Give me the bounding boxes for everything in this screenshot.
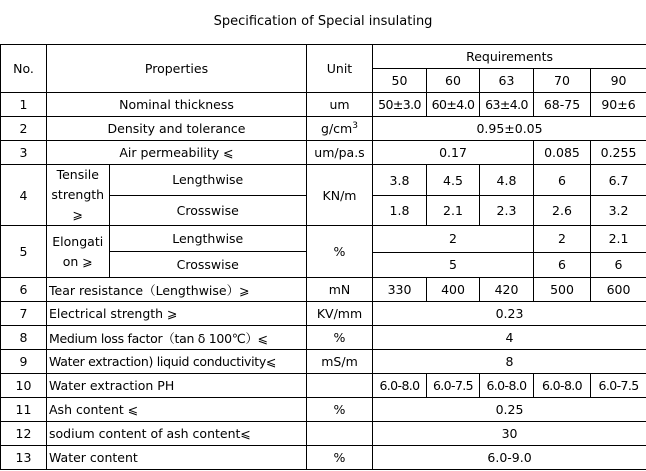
sub-property: Lengthwise: [109, 226, 306, 252]
row-value: 63±4.0: [480, 93, 534, 117]
row-unit: KV/mm: [307, 302, 373, 326]
row-no: 6: [1, 278, 47, 302]
row-value: 3.2: [591, 196, 646, 226]
row-property: Tear resistance（Lengthwise）⩾: [47, 278, 307, 302]
table-row: [1, 165, 646, 196]
row-unit: mS/m: [307, 350, 373, 374]
row-property: Ash content ⩽: [47, 398, 307, 422]
row-value: 6.0-9.0: [373, 446, 646, 470]
row-value: 6.0-8.0: [480, 374, 534, 398]
header-requirements: Requirements: [373, 45, 646, 69]
row-no: 4: [1, 165, 47, 226]
table-row: [1, 226, 646, 253]
header-unit: Unit: [307, 45, 373, 93]
row-no: 12: [1, 422, 47, 446]
row-value: 5: [373, 252, 534, 277]
row-value: 4.8: [480, 165, 534, 196]
table-row: [1, 326, 646, 350]
row-value: 50±3.0: [373, 93, 427, 117]
row-value: 6.0-8.0: [373, 374, 427, 398]
row-property: Elongation ⩾: [47, 226, 109, 277]
row-value: 2.6: [534, 196, 591, 226]
subproperty-table: [47, 226, 306, 277]
header-properties-cell: Properties: [47, 45, 307, 93]
table-row: [1, 374, 646, 398]
table-row: [1, 93, 646, 117]
row-value: 68-75: [534, 93, 591, 117]
row-property: Water extraction PH: [47, 374, 307, 398]
row-value: 2: [534, 226, 591, 253]
row-property: Water extraction) liquid conductivity⩽: [47, 350, 307, 374]
row-value: 6.0-8.0: [534, 374, 591, 398]
row-value: 4: [373, 326, 646, 350]
sub-property: Crosswise: [176, 257, 239, 272]
table-row: [1, 398, 646, 422]
row-value: 6.7: [591, 165, 646, 196]
row-unit: %: [307, 398, 373, 422]
row-no: 5: [1, 226, 47, 278]
row-value: 6.0-7.5: [591, 374, 646, 398]
grade-90: 90: [591, 69, 646, 93]
row-property: Medium loss factor（tan δ 100℃）⩽: [47, 326, 307, 350]
row-value: 0.95±0.05: [373, 117, 646, 141]
row-value: 400: [427, 278, 480, 302]
table-row: [1, 422, 646, 446]
row-value: 6: [534, 252, 591, 277]
row-property: sodium content of ash content⩽: [47, 422, 307, 446]
row-value: 90±6: [591, 93, 646, 117]
row-no: 7: [1, 302, 47, 326]
row-property: Air permeability ⩽: [47, 141, 307, 165]
header-row: [1, 45, 646, 69]
row-unit: [307, 117, 373, 141]
row-no: 1: [1, 93, 47, 117]
table-row: [1, 350, 646, 374]
subproperty-table: [47, 165, 306, 225]
row-value: 0.23: [373, 302, 646, 326]
row-property: Density and tolerance: [47, 117, 307, 141]
row-value: 600: [591, 278, 646, 302]
row-no: 3: [1, 141, 47, 165]
specification-table: [0, 44, 646, 470]
row-unit: [307, 422, 373, 446]
row-value: 1.8: [373, 196, 427, 226]
row-value: 2.1: [591, 226, 646, 253]
row-unit: %: [307, 446, 373, 470]
unit-superscript: 3: [352, 120, 358, 131]
row-property-split: [47, 165, 307, 226]
row-no: 11: [1, 398, 47, 422]
row-no: 10: [1, 374, 47, 398]
sub-property: Lengthwise: [109, 165, 306, 195]
table-row: [1, 446, 646, 470]
row-value: 8: [373, 350, 646, 374]
row-property: Nominal thickness: [47, 93, 307, 117]
row-property: Electrical strength ⩾: [47, 302, 307, 326]
row-value: 2.3: [480, 196, 534, 226]
row-no: 9: [1, 350, 47, 374]
grade-60: 60: [427, 69, 480, 93]
row-no: 13: [1, 446, 47, 470]
row-value: 0.17: [373, 141, 534, 165]
row-value: 500: [534, 278, 591, 302]
row-value: 420: [480, 278, 534, 302]
sub-property: Crosswise: [176, 202, 239, 218]
row-value: 330: [373, 278, 427, 302]
row-property: Tensile strength ⩾: [47, 165, 109, 225]
row-value: 30: [373, 422, 646, 446]
table-row: [1, 117, 646, 141]
table-title: Specification of Special insulating: [213, 14, 433, 29]
table-row: [1, 278, 646, 302]
row-value: 6.0-7.5: [427, 374, 480, 398]
grade-70: 70: [534, 69, 591, 93]
row-no: 8: [1, 326, 47, 350]
grade-50: 50: [373, 69, 427, 93]
row-value: 0.085: [534, 141, 591, 165]
row-value: 0.255: [591, 141, 646, 165]
row-property-split: [47, 226, 307, 278]
row-unit: KN/m: [307, 165, 373, 226]
table-row: [1, 302, 646, 326]
row-value: 0.25: [373, 398, 646, 422]
row-unit: [307, 374, 373, 398]
grade-63: 63: [480, 69, 534, 93]
row-no: 2: [1, 117, 47, 141]
row-value: 60±4.0: [427, 93, 480, 117]
header-no: No.: [1, 45, 47, 93]
row-unit: mN: [307, 278, 373, 302]
row-unit: um/pa.s: [307, 141, 373, 165]
row-unit: um: [307, 93, 373, 117]
table-row: [1, 141, 646, 165]
row-value: 4.5: [427, 165, 480, 196]
row-value: 3.8: [373, 165, 427, 196]
row-property: Water content: [47, 446, 307, 470]
row-unit: %: [307, 226, 373, 278]
row-value: 6: [591, 252, 646, 277]
row-value: 2.1: [427, 196, 480, 226]
row-value: 6: [534, 165, 591, 196]
row-unit: %: [307, 326, 373, 350]
row-value: 2: [373, 226, 534, 253]
unit-text: g/cm: [321, 121, 353, 136]
